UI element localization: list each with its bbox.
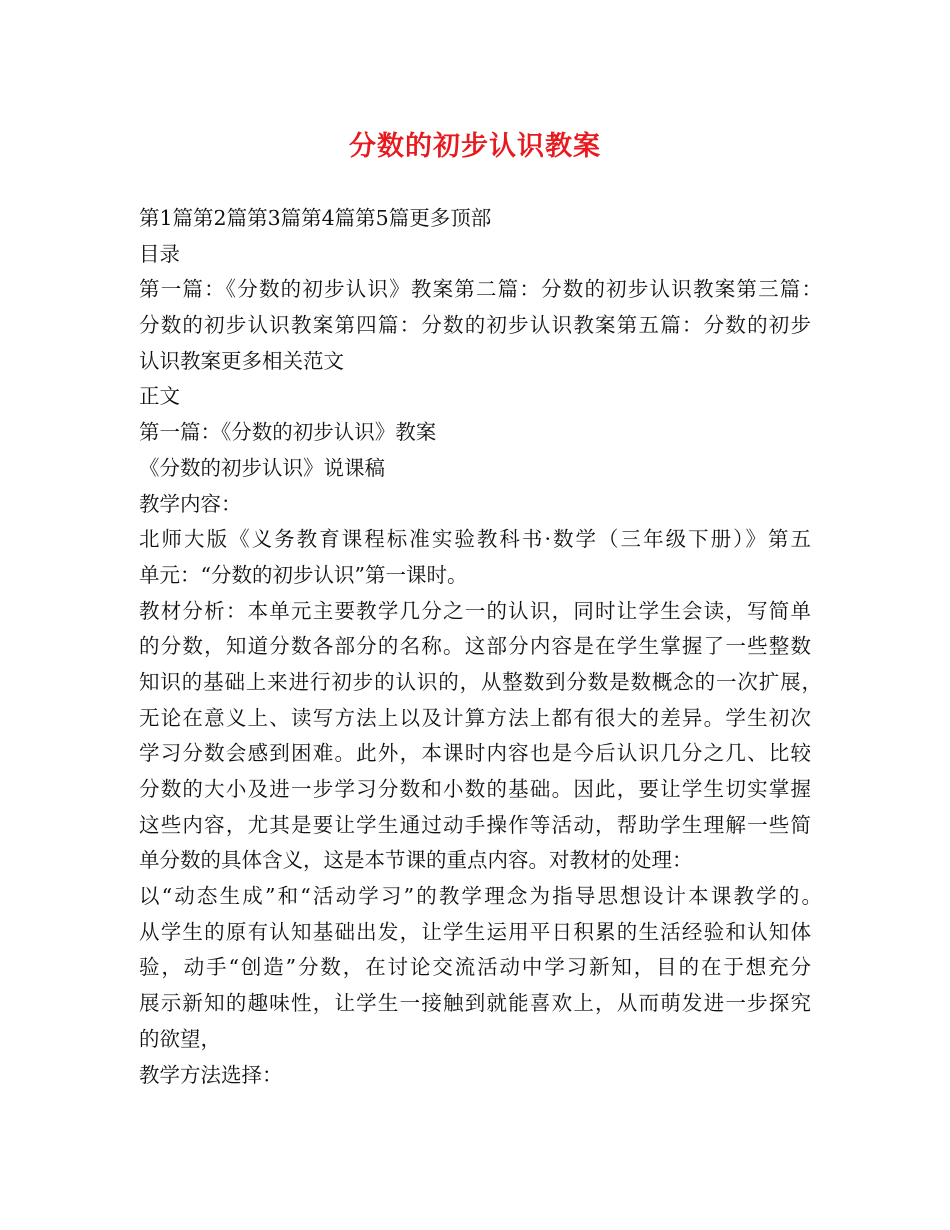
text-line: 教学内容： — [139, 491, 242, 516]
text-line: 分数的初步认识教案第四篇：分数的初步认识教案第五篇：分数的初步 — [139, 313, 811, 338]
text-line: 教学方法选择： — [139, 1062, 283, 1087]
text-line: 教材分析：本单元主要教学几分之一的认识，同时让学生会读，写简单 — [139, 598, 811, 623]
text-line: 分数的大小及进一步学习分数和小数的基础。因此，要让学生切实掌握 — [139, 777, 811, 801]
text-line: 这些内容，尤其是要让学生通过动手操作等活动，帮助学生理解一些简 — [139, 812, 811, 837]
text-line: 《分数的初步认识》说课稿 — [139, 455, 385, 480]
text-line: 无论在意义上、读写方法上以及计算方法上都有很大的差异。学生初次 — [139, 705, 811, 730]
text-line: 北师大版《义务教育课程标准实验教科书·数学（三年级下册）》第五 — [139, 527, 811, 552]
text-line: 学习分数会感到困难。此外，本课时内容也是今后认识几分之几、比较 — [139, 741, 811, 766]
text-line: 的分数，知道分数各部分的名称。这部分内容是在学生掌握了一些整数 — [139, 634, 811, 659]
text-line: 以“动态生成”和“活动学习”的教学理念为指导思想设计本课教学的。 — [139, 884, 822, 909]
document-body — [139, 201, 829, 1093]
text-line: 单分数的具体含义，这是本节课的重点内容。对教材的处理： — [139, 848, 693, 873]
text-line: 知识的基础上来进行初步的认识的，从整数到分数是数概念的一次扩展， — [139, 669, 822, 694]
text-line: 展示新知的趣味性，让学生一接触到就能喜欢上，从而萌发进一步探究 — [139, 991, 811, 1016]
text-line: 第一篇：《分数的初步认识》教案第二篇：分数的初步认识教案第三篇： — [139, 277, 822, 302]
text-line: 正文 — [139, 384, 180, 409]
text-line: 认识教案更多相关范文 — [139, 348, 344, 373]
document-title: 分数的初步认识教案 — [349, 131, 601, 162]
text-line: 的欲望， — [139, 1026, 221, 1051]
text-line: 单元：“分数的初步认识”第一课时。 — [139, 562, 468, 587]
text-line: 从学生的原有认知基础出发，让学生运用平日积累的生活经验和认知体 — [139, 919, 811, 944]
text-line: 目录 — [139, 241, 180, 266]
text-line: 第1篇第2篇第3篇第4篇第5篇更多顶部 — [139, 206, 492, 230]
text-line: 验，动手“创造”分数，在讨论交流活动中学习新知，目的在于想充分 — [139, 955, 811, 980]
text-line: 第一篇：《分数的初步认识》教案 — [139, 420, 437, 445]
